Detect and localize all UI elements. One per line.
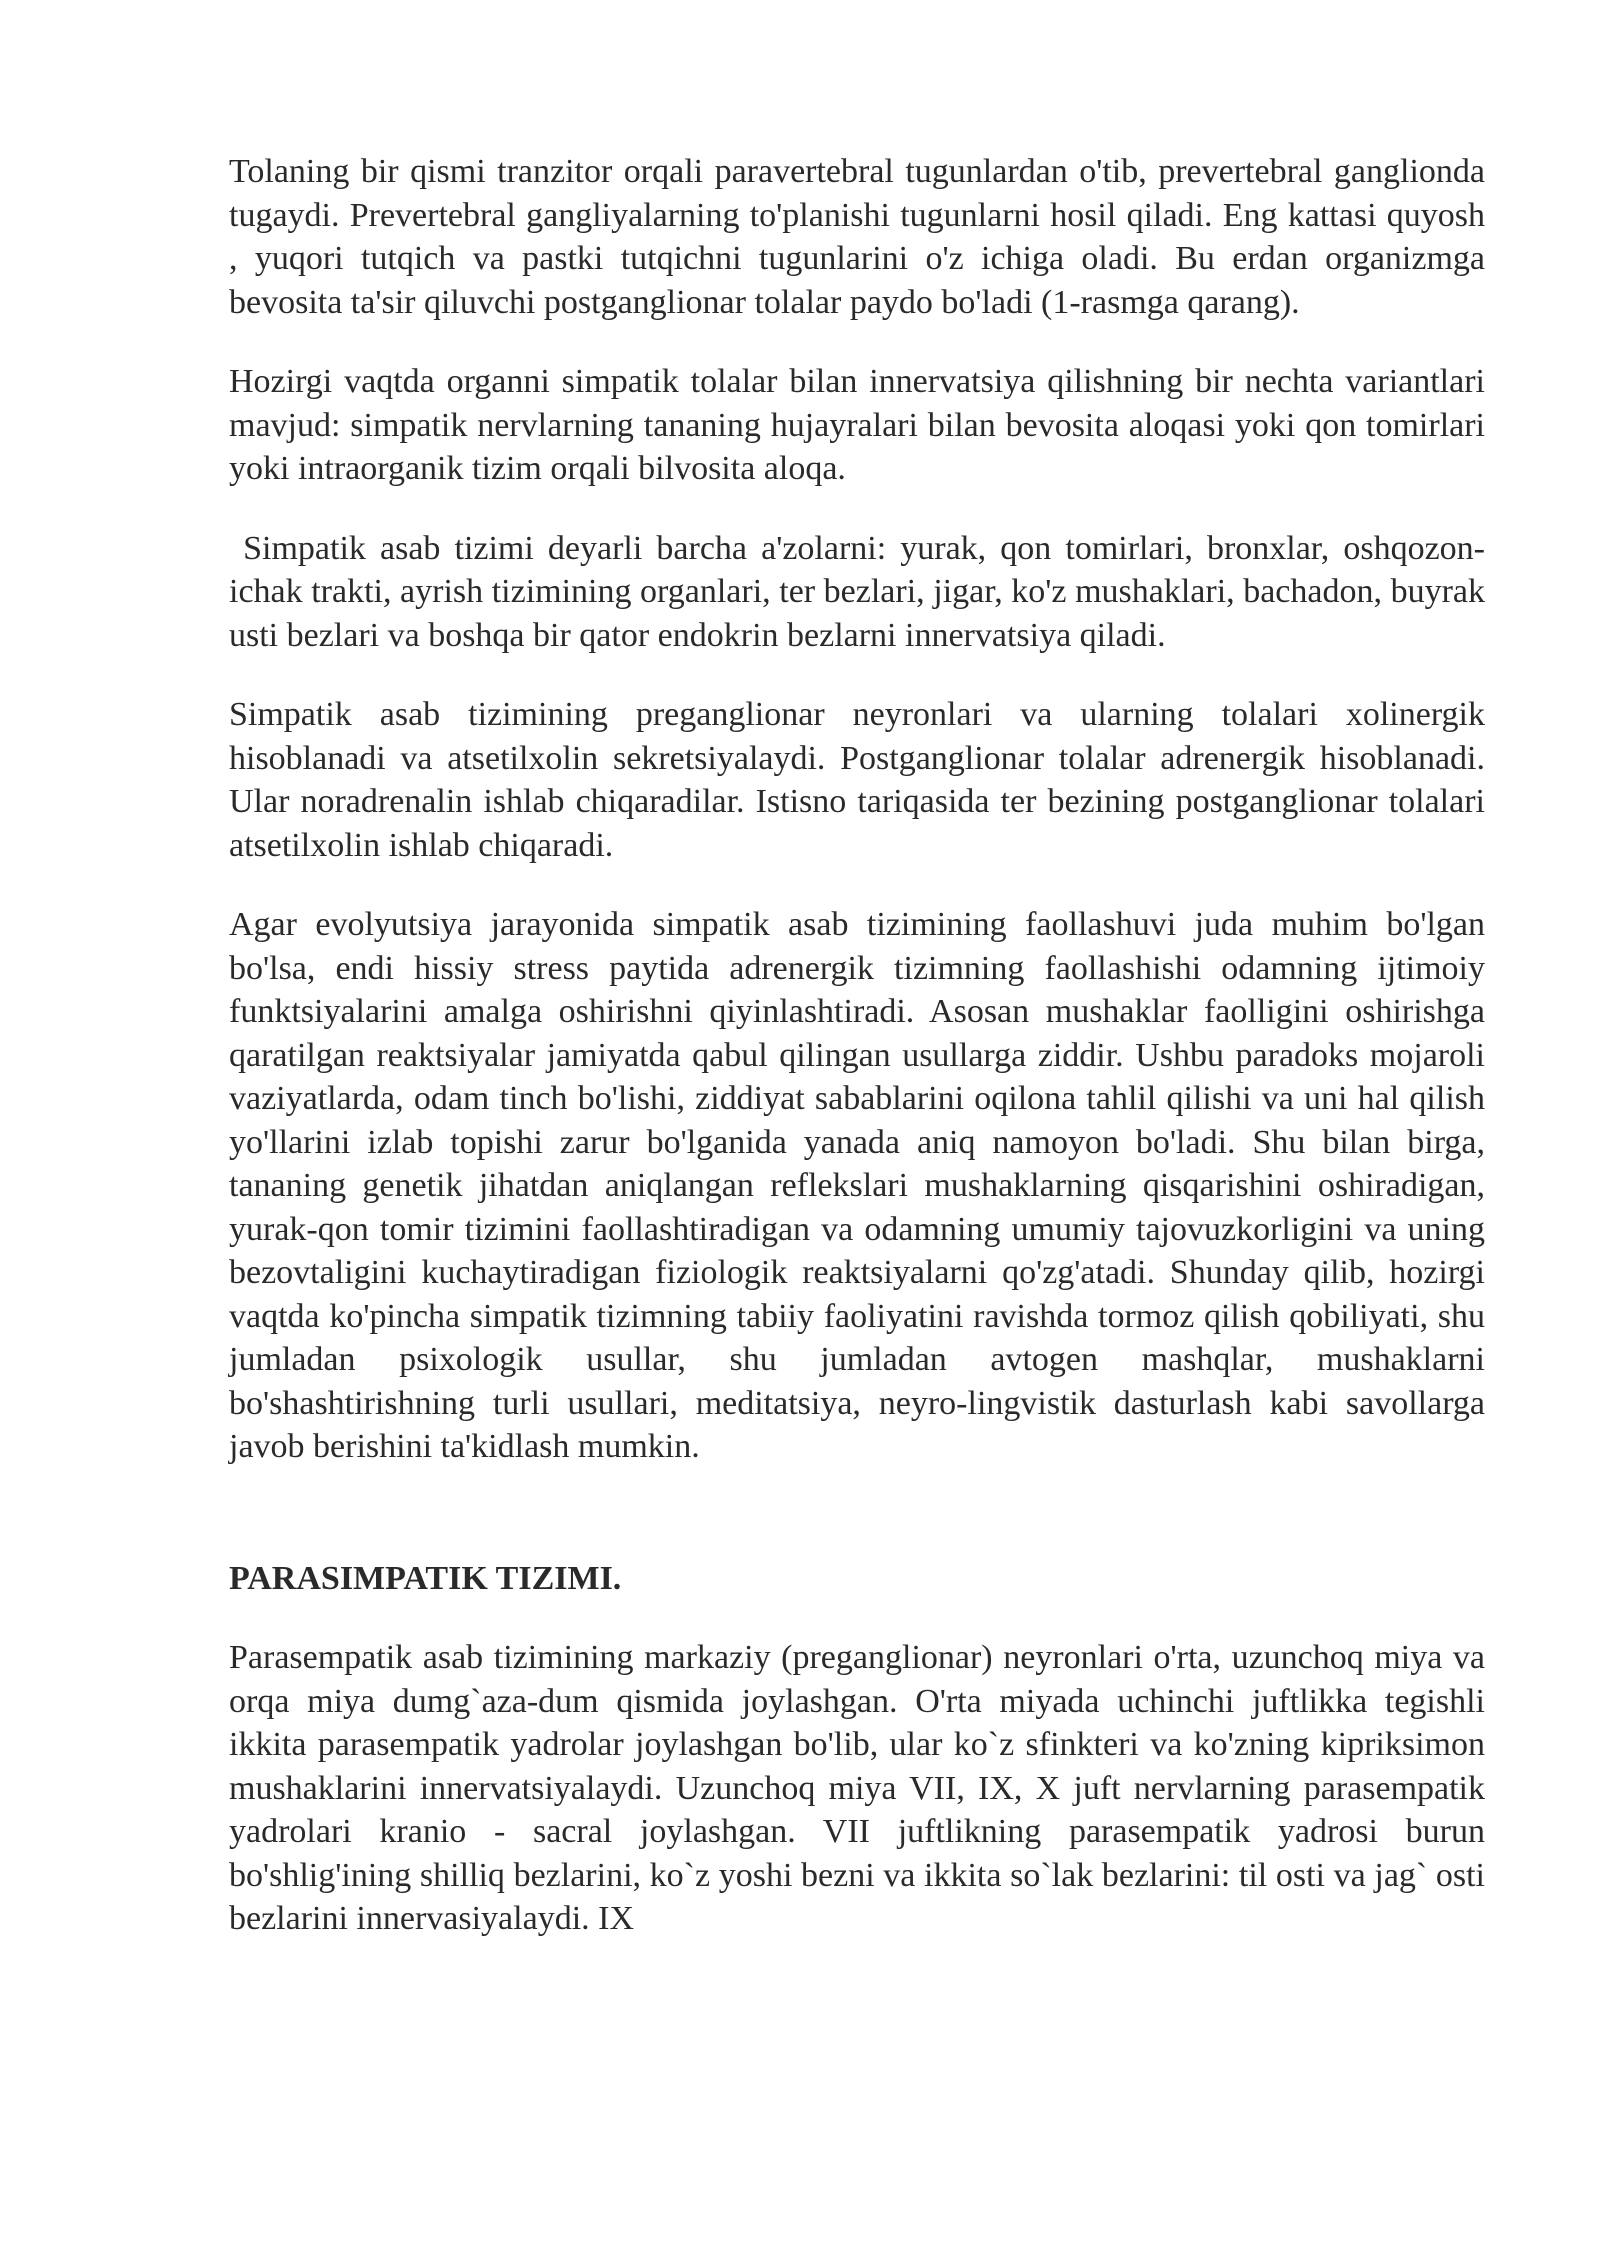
section-heading: PARASIMPATIK TIZIMI. (229, 1559, 622, 1597)
paragraph: Tolaning bir qismi tranzitor orqali paravertebral tugunlardan o'tib, prevertebral ganglionda tugaydi. Prevertebral gangliyalarning to'planishi tugunlarni hosil qiladi. Eng kattasi quyosh , yuqori tutqich va pastki tutqichni tugunlarini o'z ichiga oladi. Bu erdan organizmga bevosita ta'sir qiluvchi postganglionar tolalar paydo bo'ladi (1-rasmga qarang). (229, 153, 1485, 321)
paragraph: Parasempatik asab tizimining markaziy (preganglionar) neyronlari o'rta, uzunchoq miya va orqa miya dumg`aza-dum qismida joylashgan. O'rta miyada uchinchi juftlikka tegishli ikkita parasempatik yadrolar joylashgan bo'lib, ular ko`z sfinkteri va ko'zning kipriksimon mushaklarini innervatsiyalaydi. Uzunchoq miya VII, IX, X juft nervlarning parasempatik yadrolari kranio - sacral joylashgan. VII juftlikning parasempatik yadrosi burun bo'shlig'ining shilliq bezlarini, ko`z yoshi bezni va ikkita so`lak bezlarini: til osti va jag` osti bezlarini innervasiyalaydi. IX (229, 1639, 1485, 1937)
paragraph: Hozirgi vaqtda organni simpatik tolalar bilan innervatsiya qilishning bir nechta variantlari mavjud: simpatik nervlarning tananing hujayralari bilan bevosita aloqasi yoki qon tomirlari yoki intraorganik tizim orqali bilvosita aloqa. (229, 363, 1485, 487)
paragraph: Simpatik asab tizimining preganglionar neyronlari va ularning tolalari xolinergik hisoblanadi va atsetilxolin sekretsiyalaydi. Postganglionar tolalar adrenergik hisoblanadi. Ular noradrenalin ishlab chiqaradilar. Istisno tariqasida ter bezining postganglionar tolalari atsetilxolin ishlab chiqaradi. (229, 696, 1485, 864)
document-body (229, 150, 1494, 1977)
paragraph: Agar evolyutsiya jarayonida simpatik asab tizimining faollashuvi juda muhim bo'lgan bo'lsa, endi hissiy stress paytida adrenergik tizimning faollashishi odamning ijtimoiy funktsiyalarini amalga oshirishni qiyinlashtiradi. Asosan mushaklar faolligini oshirishga qaratilgan reaktsiyalar jamiyatda qabul qilingan usullarga ziddir. Ushbu paradoks mojaroli vaziyatlarda, odam tinch bo'lishi, ziddiyat sabablarini oqilona tahlil qilishi va uni hal qilish yo'llarini izlab topishi zarur bo'lganida yanada aniq namoyon bo'ladi. Shu bilan birga, tananing genetik jihatdan aniqlangan reflekslari mushaklarning qisqarishini oshiradigan, yurak-qon tomir tizimini faollashtiradigan va odamning umumiy tajovuzkorligini va uning bezovtaligini kuchaytiradigan fiziologik reaktsiyalarni qo'zg'atadi. Shunday qilib, hozirgi vaqtda ko'pincha simpatik tizimning tabiiy faoliyatini ravishda tormoz qilish qobiliyati, shu jumladan psixologik usullar, shu jumladan avtogen mashqlar, mushaklarni bo'shashtirishning turli usullari, meditatsiya, neyro-lingvistik dasturlash kabi savollarga javob berishini ta'kidlash mumkin. (229, 906, 1485, 1465)
paragraph: Simpatik asab tizimi deyarli barcha a'zolarni: yurak, qon tomirlari, bronxlar, oshqozon-ichak trakti, ayrish tizimining organlari, ter bezlari, jigar, ko'z mushaklari, bachadon, buyrak usti bezlari va boshqa bir qator endokrin bezlarni innervatsiya qiladi. (229, 529, 1494, 654)
